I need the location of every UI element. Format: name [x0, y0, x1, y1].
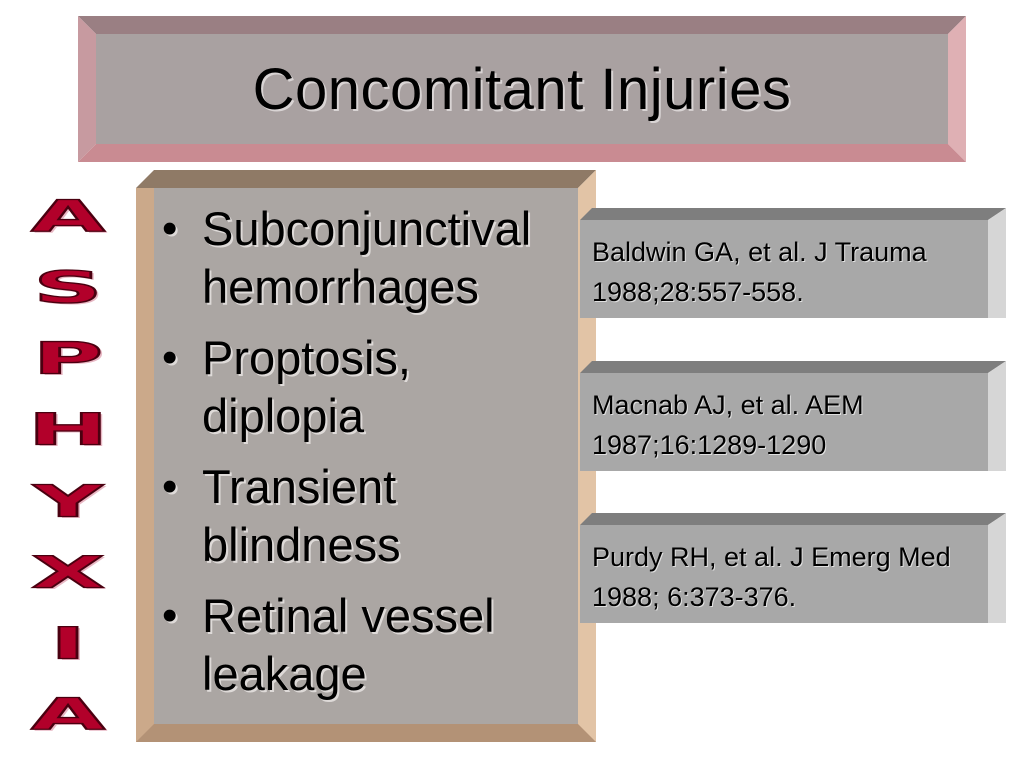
bullet-text: Retinal vessel leakage [202, 589, 495, 700]
bullet-text: Proptosis, diplopia [202, 331, 411, 442]
injuries-face [154, 188, 578, 724]
reference-face [580, 373, 988, 471]
vertical-letter: A [30, 689, 106, 741]
bullet-text: Transient blindness [202, 460, 401, 571]
title-face [96, 34, 948, 144]
list-item [160, 200, 574, 316]
reference-face [580, 525, 988, 623]
bullet-text: Subconjunctival hemorrhages [202, 202, 532, 313]
vertical-letter: X [31, 546, 105, 598]
vertical-letter: S [33, 262, 103, 314]
bullet-icon: • [162, 333, 178, 382]
reference-text: Macnab AJ, et al. AEM 1987;16:1289-1290 [592, 390, 864, 460]
reference-face [580, 220, 988, 318]
list-item [160, 329, 574, 445]
list-item [160, 587, 574, 703]
reference-text: Baldwin GA, et al. J Trauma 1988;28:557-558. [592, 237, 927, 307]
vertical-letter: P [32, 333, 104, 385]
asphyxia-vertical-word [12, 186, 124, 746]
vertical-letter: Y [33, 475, 103, 527]
bullet-icon: • [162, 462, 178, 511]
bullet-icon: • [162, 591, 178, 640]
injuries-list [154, 188, 578, 703]
injuries-box [136, 170, 596, 742]
reference-box [580, 208, 1006, 318]
list-item [160, 458, 574, 574]
vertical-letter: A [30, 191, 106, 243]
title-box [78, 16, 966, 162]
vertical-letter: I [50, 618, 86, 669]
slide-title: Concomitant Injuries [252, 56, 792, 122]
vertical-letter: H [27, 404, 109, 456]
reference-box [580, 361, 1006, 471]
reference-text: Purdy RH, et al. J Emerg Med 1988; 6:373-376. [592, 542, 951, 612]
bullet-icon: • [162, 204, 178, 253]
reference-box [580, 513, 1006, 623]
